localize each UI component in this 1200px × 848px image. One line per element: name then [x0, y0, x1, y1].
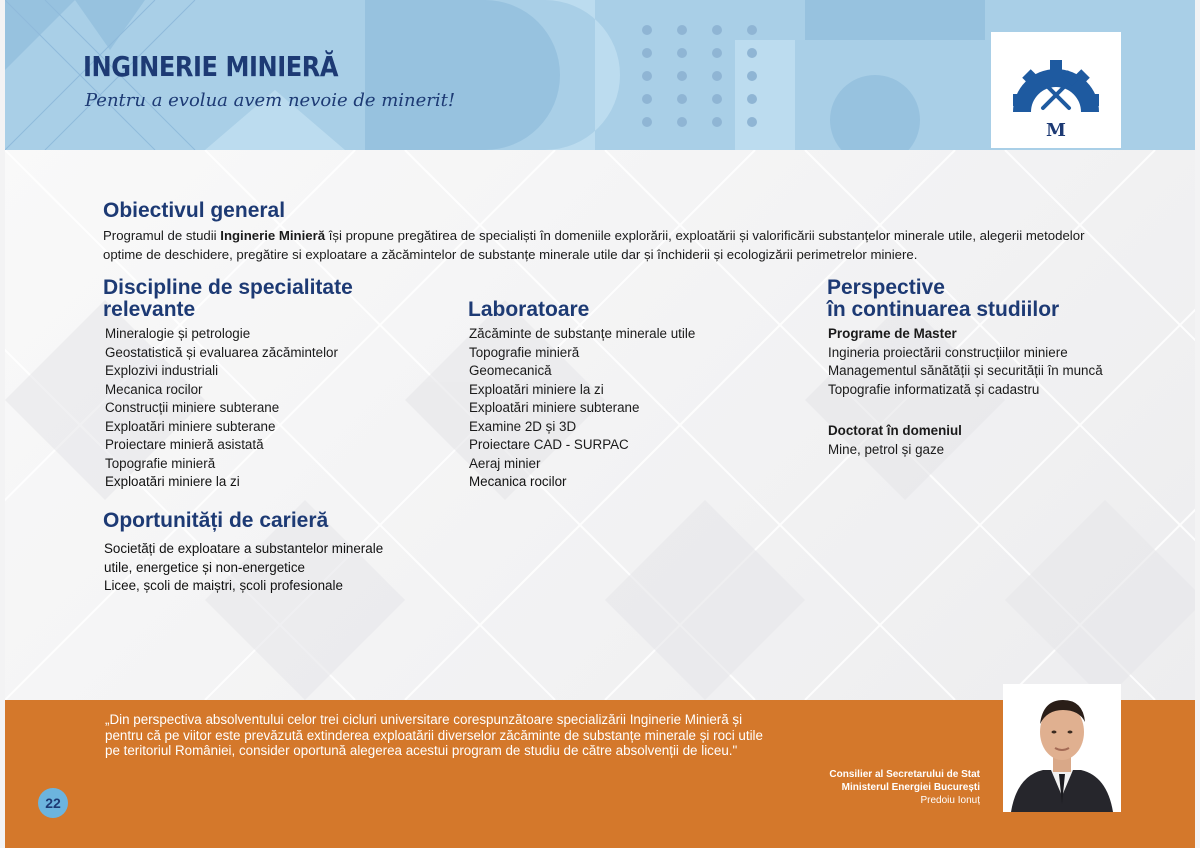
list-item: Exploatări miniere subterane [469, 400, 640, 415]
labs-heading: Laboratoare [468, 298, 590, 321]
master-label: Programe de Master [828, 326, 957, 341]
career-list [104, 540, 383, 596]
logo-letter: M [1046, 120, 1066, 141]
gear-pickaxe-hammer-icon [991, 32, 1121, 148]
list-item: Mineralogie și petrologie [105, 326, 251, 341]
list-item: Geomecanică [469, 363, 552, 378]
list-item: Proiectare minieră asistată [105, 437, 264, 452]
list-item: Exploatări miniere la zi [469, 381, 604, 397]
list-item: Societăți de exploatare a substantelor minerale [104, 541, 384, 556]
list-item: Zăcăminte de substanțe minerale utile [469, 326, 696, 341]
career-heading: Oportunități de carieră [103, 509, 329, 532]
list-item: Ingineria proiectării construcțiilor miniere [828, 344, 1068, 360]
list-item: Topografie minieră [469, 344, 580, 360]
list-item: Construcții miniere subterane [105, 400, 280, 415]
list-item: Aeraj minier [469, 455, 541, 471]
brochure-page [5, 0, 1195, 848]
list-item: Mine, petrol și gaze [828, 441, 945, 457]
list-item: Managementul sănătății și securității în muncă [828, 363, 1103, 378]
doctorate-list [828, 422, 962, 459]
list-item: Topografie informatizată și cadastru [828, 381, 1040, 397]
faculty-logo [991, 32, 1121, 148]
list-item: Exploatări miniere subterane [105, 418, 276, 434]
testimonial-quote: „Din perspectiva absolventului celor trei cicluri universitare corespunzătoare specializării Inginerie Minieră și pentru că pe viitor este prevăzută extinderea exploatării diverselor zăcăminte de substanțe minerale și roci utile pe teritoriul României, consider oportună alegerea acestui program de studiu de către absolvenții de liceu." [105, 712, 763, 758]
list-item: Explozivi industriali [105, 363, 219, 378]
testimonial-credit: Consilier al Secretarului de Stat Ministerul Energiei București Predoiu Ionuț [829, 769, 980, 806]
list-item: Licee, școli de maiștri, școli profesionale [104, 578, 343, 593]
disciplines-heading: Discipline de specialitate relevante [103, 276, 353, 321]
list-item: Mecanica rocilor [105, 381, 203, 397]
list-item: utile, energetice și non-energetice [104, 559, 305, 575]
list-item: Proiectare CAD - SURPAC [469, 437, 629, 452]
objective-heading: Obiectivul general [103, 199, 286, 222]
labs-list [469, 325, 695, 492]
portrait-photo [1003, 684, 1121, 812]
list-item: Geostatistică și evaluarea zăcămintelor [105, 344, 338, 360]
objective-text: Programul de studii Inginerie Minieră își propune pregătirea de specialiști în domeniile explorării, exploatării și valorificării substanțelor minerale utile, alegerii metodelor optime de deschidere, pregătire si exploatare a zăcămintelor de substanțe minerale utile dar și închiderii și ecologizării perimetrelor miniere. [103, 228, 1085, 262]
list-item: Exploatări miniere la zi [105, 474, 240, 489]
doctorate-label: Doctorat în domeniul [828, 423, 962, 438]
page-title: INGINERIE MINIERĂ [83, 50, 339, 83]
page-subtitle: Pentru a evolua avem nevoie de minerit! [85, 90, 456, 111]
list-item: Examine 2D și 3D [469, 418, 577, 434]
perspectives-heading: Perspective în continuarea studiilor [827, 276, 1060, 321]
page-number-badge: 22 [38, 788, 68, 818]
list-item: Mecanica rocilor [469, 474, 567, 489]
list-item: Topografie minieră [105, 455, 216, 471]
disciplines-list [105, 325, 338, 492]
testimonial-band [5, 700, 1195, 848]
person-portrait-icon [1003, 684, 1121, 812]
master-list [828, 325, 1103, 399]
